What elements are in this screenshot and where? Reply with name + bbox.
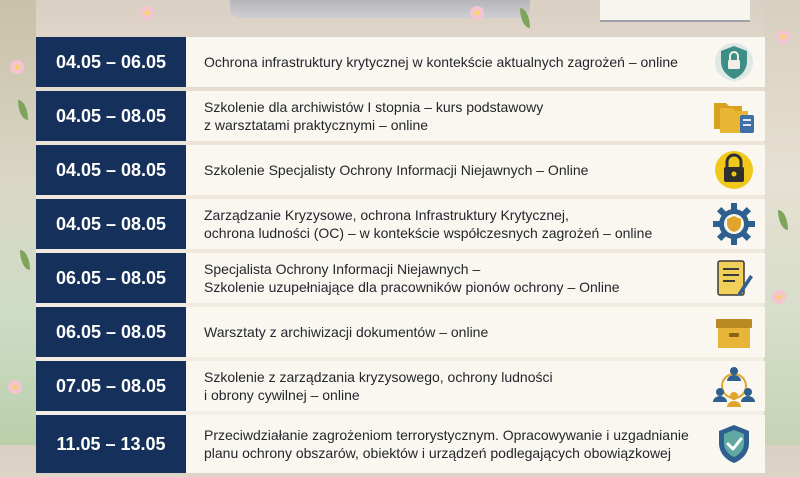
document-pen-icon [703,253,765,303]
schedule-row [36,415,765,473]
date-range: 07.05 – 08.05 [36,361,186,411]
course-title-line: i obrony cywilnej – online [204,387,360,403]
flower-decoration [140,6,154,20]
flower-decoration [772,290,786,304]
course-title-line: Szkolenie uzupełniające dla pracowników pionów ochrony – Online [204,279,620,295]
notebook-decoration [600,0,750,22]
course-title [186,145,703,195]
flower-decoration [776,30,790,44]
flower-decoration [10,60,24,74]
schedule-row [36,253,765,303]
gear-shield-icon [703,199,765,249]
date-range: 06.05 – 08.05 [36,307,186,357]
course-title-line: Szkolenie z zarządzania kryzysowego, ochrony ludności [204,369,553,385]
people-network-icon [703,361,765,411]
course-title [186,307,703,357]
date-range: 04.05 – 08.05 [36,199,186,249]
course-title [186,253,703,303]
date-range: 11.05 – 13.05 [36,415,186,473]
date-range: 04.05 – 06.05 [36,37,186,87]
course-title [186,199,703,249]
date-range: 04.05 – 08.05 [36,91,186,141]
archive-box-icon [703,307,765,357]
course-title-line: Przeciwdziałanie zagrożeniom terrorystycznym. Opracowywanie i uzgadnianie [204,427,689,443]
course-title [186,37,703,87]
course-title-line: Ochrona infrastruktury krytycznej w kontekście aktualnych zagrożeń – online [204,54,678,70]
flower-decoration [8,380,22,394]
shield-check-icon [703,415,765,473]
course-title-line: Specjalista Ochrony Informacji Niejawnych – [204,261,481,277]
padlock-icon [703,145,765,195]
schedule-row [36,37,765,87]
schedule-row [36,91,765,141]
course-title [186,361,703,411]
course-title-line: Szkolenie Specjalisty Ochrony Informacji Niejawnych – Online [204,162,589,178]
course-title-line: Szkolenie dla archiwistów I stopnia – kurs podstawowy [204,99,544,115]
course-title-line: Warsztaty z archiwizacji dokumentów – online [204,324,489,340]
date-range: 04.05 – 08.05 [36,145,186,195]
schedule-row [36,145,765,195]
course-title [186,415,703,473]
folders-icon [703,91,765,141]
schedule-table [36,37,765,477]
course-title-line: Zarządzanie Kryzysowe, ochrona Infrastruktury Krytycznej, [204,207,569,223]
schedule-row [36,361,765,411]
course-title [186,91,703,141]
flower-decoration [470,6,484,20]
laptop-decoration [230,0,530,18]
date-range: 06.05 – 08.05 [36,253,186,303]
shield-lock-icon [703,37,765,87]
schedule-row [36,307,765,357]
course-title-line: ochrona ludności (OC) – w kontekście współczesnych zagrożeń – online [204,225,653,241]
course-title-line: planu ochrony obszarów, obiektów i urządzeń podlegających obowiązkowej [204,445,671,461]
course-title-line: z warsztatami praktycznymi – online [204,117,429,133]
schedule-row [36,199,765,249]
